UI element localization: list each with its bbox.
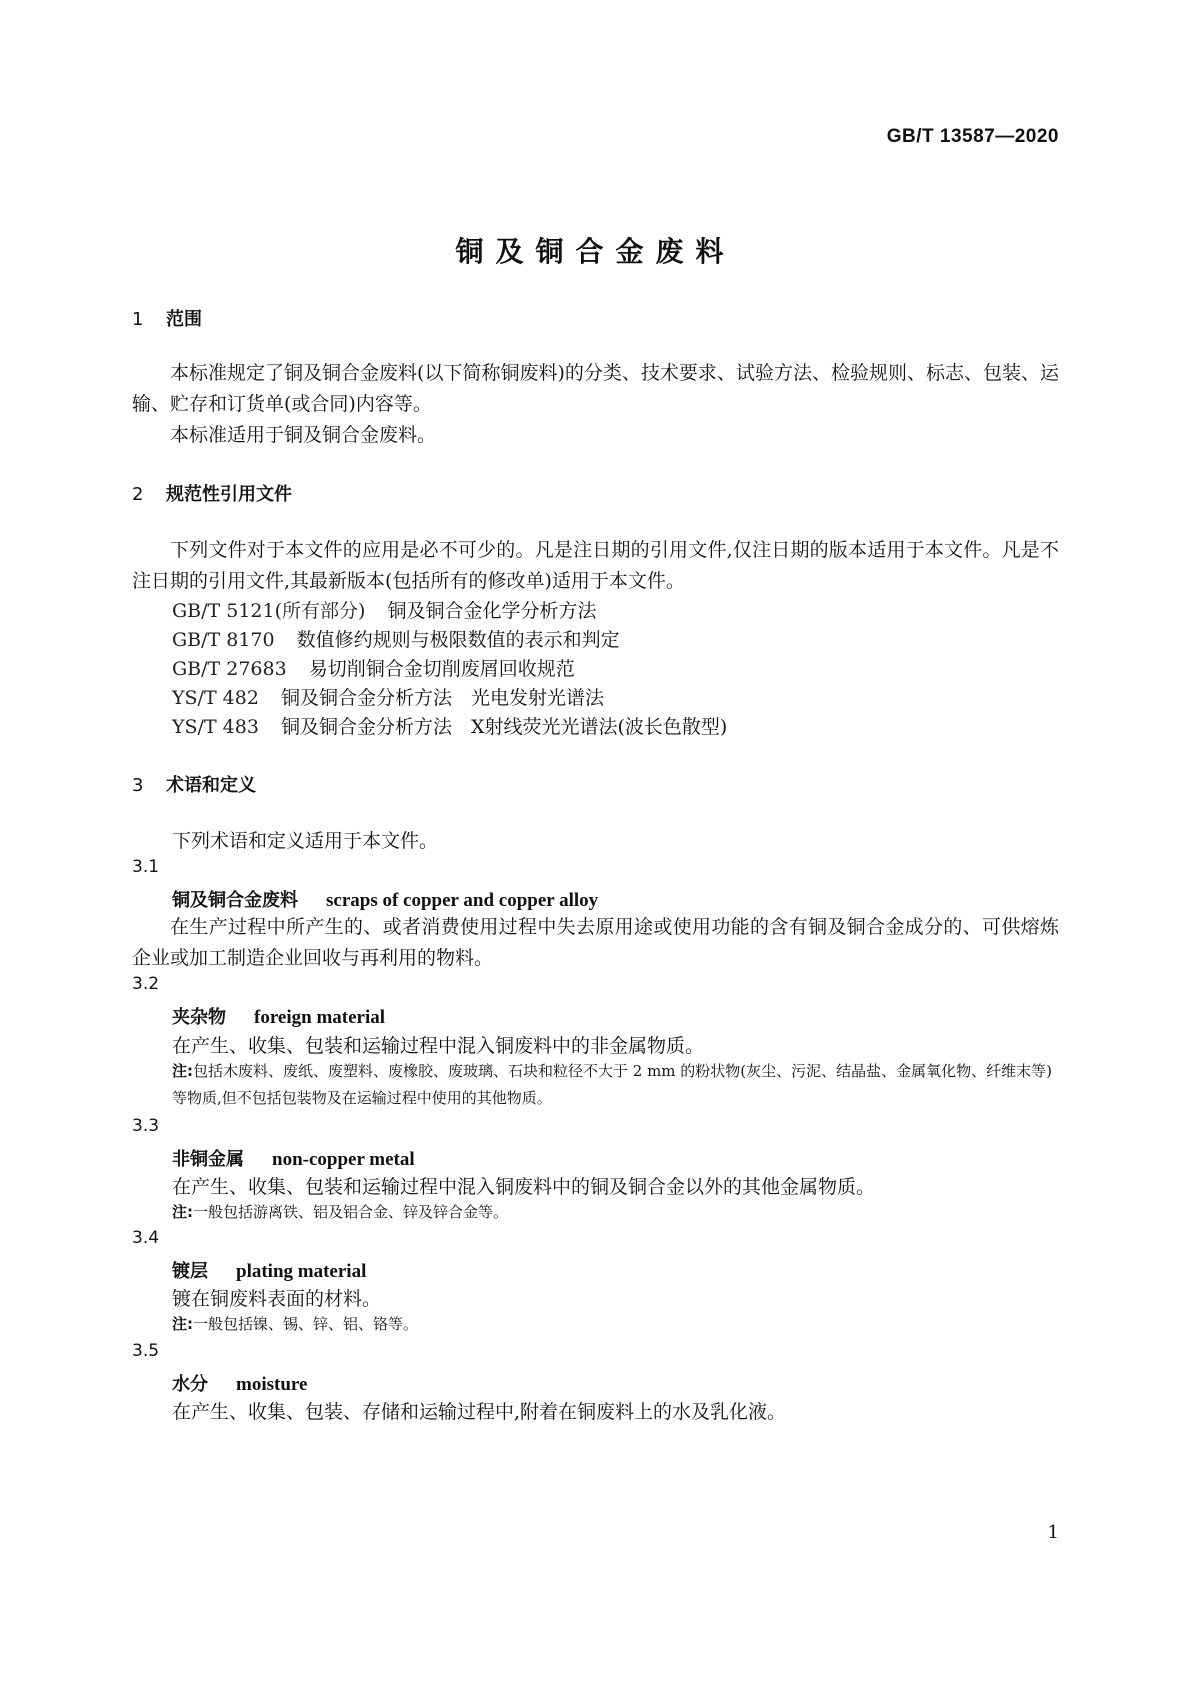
term-definition: 在产生、收集、包装和运输过程中混入铜废料中的铜及铜合金以外的其他金属物质。 xyxy=(172,1176,876,1198)
term-number: 3.1 xyxy=(132,857,160,877)
term-definition: 镀在铜废料表面的材料。 xyxy=(172,1288,382,1310)
term-number: 3.3 xyxy=(132,1116,160,1136)
reference-code: GB/T 5121(所有部分) xyxy=(172,600,366,622)
term-note xyxy=(172,1058,1059,1112)
term-en: foreign material xyxy=(254,1007,386,1028)
section-1-heading xyxy=(132,305,202,331)
term-heading xyxy=(172,1257,366,1283)
term-heading xyxy=(172,1370,307,1396)
reference-item xyxy=(172,683,604,710)
term-heading xyxy=(172,1145,415,1171)
reference-title: 易切削铜合金切削废屑回收规范 xyxy=(308,658,575,680)
term-definition: 在产生、收集、包装和运输过程中混入铜废料中的非金属物质。 xyxy=(172,1035,705,1057)
term-number: 3.4 xyxy=(132,1228,160,1248)
reference-item xyxy=(172,596,596,623)
reference-code: GB/T 27683 xyxy=(172,658,287,680)
scope-paragraph-2: 本标准适用于铜及铜合金废料。 xyxy=(170,424,437,446)
term-zh: 镀层 xyxy=(172,1261,208,1282)
reference-title: 数值修约规则与极限数值的表示和判定 xyxy=(296,629,620,651)
section-title: 范围 xyxy=(166,309,202,330)
reference-title: 铜及铜合金分析方法 光电发射光谱法 xyxy=(280,687,604,709)
section-2-heading xyxy=(132,480,292,506)
reference-item xyxy=(172,625,620,652)
section-number: 1 xyxy=(132,309,144,330)
section-title: 规范性引用文件 xyxy=(166,484,292,505)
scope-paragraph-1: 本标准规定了铜及铜合金废料(以下简称铜废料)的分类、技术要求、试验方法、检验规则、标志、包装、运输、贮存和订货单(或合同)内容等。 xyxy=(132,362,1059,415)
reference-item xyxy=(172,654,575,681)
page-number: 1 xyxy=(1047,1522,1059,1543)
reference-item xyxy=(172,712,727,739)
term-note xyxy=(172,1199,1059,1226)
term-zh: 铜及铜合金废料 xyxy=(172,890,298,911)
term-definition: 在产生、收集、包装、存储和运输过程中,附着在铜废料上的水及乳化液。 xyxy=(172,1401,787,1423)
note-label: 注: xyxy=(172,1203,193,1221)
term-zh: 水分 xyxy=(172,1374,208,1395)
reference-title: 铜及铜合金分析方法 X射线荧光光谱法(波长色散型) xyxy=(280,716,728,738)
section-title: 术语和定义 xyxy=(166,775,256,796)
term-en: plating material xyxy=(236,1261,367,1282)
term-zh: 非铜金属 xyxy=(172,1149,244,1170)
section-3-heading xyxy=(132,771,256,797)
term-definition: 在生产过程中所产生的、或者消费使用过程中失去原用途或使用功能的含有铜及铜合金成分的、可供熔炼企业或加工制造企业回收与再利用的物料。 xyxy=(132,916,1059,969)
term-en: scraps of copper and copper alloy xyxy=(326,890,599,911)
term-en: non-copper metal xyxy=(272,1149,415,1170)
note-text: 一般包括镍、锡、锌、铝、铬等。 xyxy=(193,1315,419,1333)
term-number: 3.2 xyxy=(132,974,160,994)
standard-code: GB/T 13587—2020 xyxy=(886,126,1059,147)
term-number: 3.5 xyxy=(132,1341,160,1361)
note-text: 一般包括游离铁、铝及铝合金、锌及锌合金等。 xyxy=(193,1203,509,1221)
note-label: 注: xyxy=(172,1315,193,1333)
terms-intro: 下列术语和定义适用于本文件。 xyxy=(172,830,439,852)
term-note xyxy=(172,1311,1059,1338)
document-title: 铜及铜合金废料 xyxy=(455,235,736,268)
section-number: 3 xyxy=(132,775,144,796)
term-zh: 夹杂物 xyxy=(172,1007,226,1028)
note-label: 注: xyxy=(172,1062,193,1080)
reference-code: YS/T 482 xyxy=(172,687,259,709)
reference-title: 铜及铜合金化学分析方法 xyxy=(387,600,597,622)
section-number: 2 xyxy=(132,484,144,505)
reference-code: GB/T 8170 xyxy=(172,629,275,651)
note-text: 包括木废料、废纸、废塑料、废橡胶、废玻璃、石块和粒径不大于 2 mm 的粉状物(灰尘、污泥、结晶盐、金属氧化物、纤维末等)等物质,但不包括包装物及在运输过程中使用的其他物质。 xyxy=(172,1062,1053,1107)
term-en: moisture xyxy=(236,1374,308,1395)
normative-intro: 下列文件对于本文件的应用是必不可少的。凡是注日期的引用文件,仅注日期的版本适用于本文件。凡是不注日期的引用文件,其最新版本(包括所有的修改单)适用于本文件。 xyxy=(132,539,1059,592)
term-heading xyxy=(172,1003,385,1029)
reference-code: YS/T 483 xyxy=(172,716,259,738)
term-heading xyxy=(172,886,598,912)
